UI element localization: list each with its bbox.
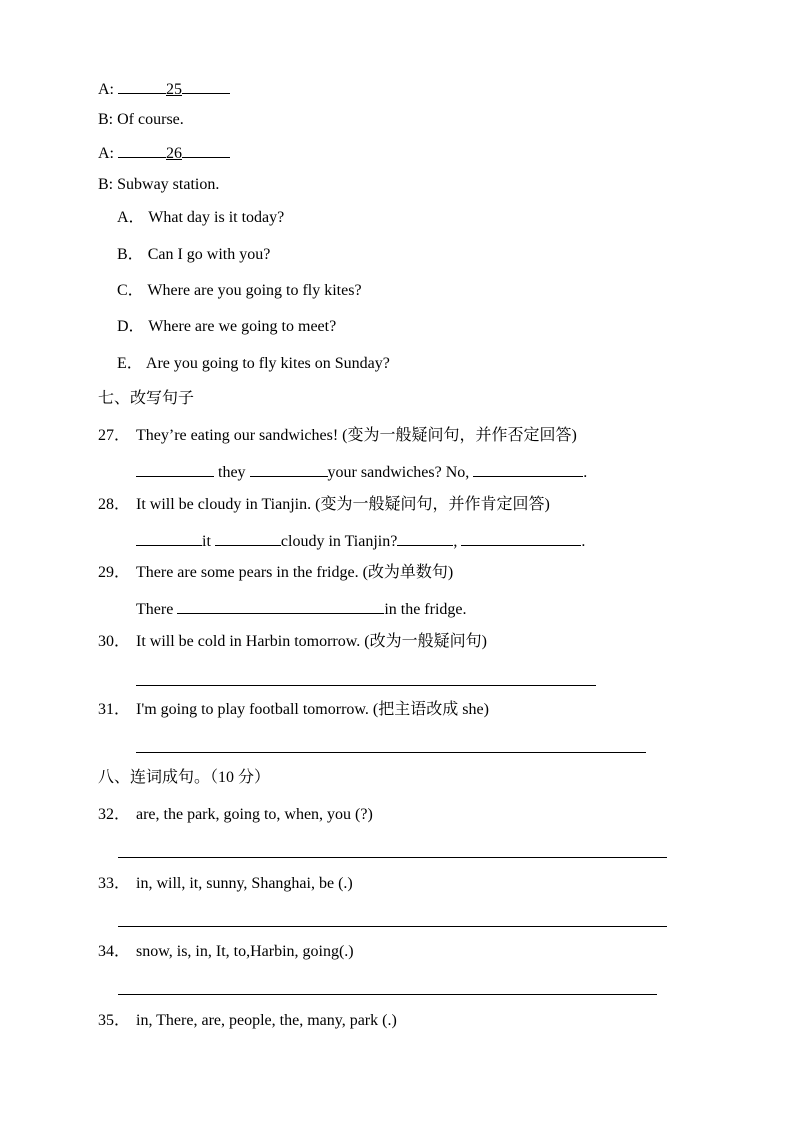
option-letter: A．	[117, 209, 145, 226]
question-text: in, will, it, sunny, Shanghai, be (.)	[136, 875, 353, 892]
question-32	[98, 805, 373, 825]
speaker-a: A:	[98, 81, 114, 98]
option-b	[117, 245, 270, 265]
question-text: It will be cold in Harbin tomorrow. (改为一般疑问句)	[136, 633, 487, 650]
dialogue-text: Subway station.	[117, 176, 220, 193]
answer-punct: .	[581, 533, 586, 550]
question-31	[98, 700, 489, 720]
question-text: snow, is, in, It, to,Harbin, going(.)	[136, 943, 354, 960]
question-text: It will be cloudy in Tianjin. (变为一般疑问句，并作肯定回答)	[136, 496, 550, 513]
question-35	[98, 1011, 397, 1031]
blank-29-1[interactable]	[177, 598, 384, 614]
question-text: They’re eating our sandwiches! (变为一般疑问句，并作否定回答)	[136, 427, 577, 444]
answer-word: they	[218, 464, 246, 481]
question-28	[98, 495, 550, 515]
answer-line-33[interactable]	[118, 926, 667, 927]
section-8-title: 八、连词成句。（10 分）	[98, 769, 271, 786]
answer-line-31[interactable]	[136, 752, 646, 753]
answer-line-29	[136, 598, 467, 620]
option-a	[117, 208, 284, 228]
blank-26-num[interactable]: 26	[166, 145, 182, 162]
dialogue-line-b2	[98, 175, 219, 195]
question-text: in, There, are, people, the, many, park (.)	[136, 1012, 397, 1029]
option-text: Are you going to fly kites on Sunday?	[145, 355, 390, 372]
answer-word: it	[202, 533, 211, 550]
blank-28-4[interactable]	[461, 530, 581, 546]
option-c	[117, 281, 362, 301]
speaker-a: A:	[98, 145, 114, 162]
answer-word: your sandwiches? No,	[327, 464, 470, 481]
question-33	[98, 874, 353, 894]
question-number: 29．	[98, 564, 131, 581]
answer-line-27	[136, 461, 587, 483]
dialogue-line-b1	[98, 110, 184, 130]
answer-word: in the fridge.	[384, 601, 467, 618]
blank-25-num[interactable]: 25	[166, 81, 182, 98]
dialogue-text: Of course.	[117, 111, 184, 128]
option-e	[117, 354, 390, 374]
answer-punct: ,	[453, 533, 458, 550]
question-number: 34．	[98, 943, 131, 960]
question-text: There are some pears in the fridge. (改为单数句)	[136, 564, 454, 581]
blank-27-1[interactable]	[136, 461, 214, 477]
question-text: I'm going to play football tomorrow. (把主语改成 she)	[136, 701, 489, 718]
answer-line-30[interactable]	[136, 685, 596, 686]
answer-word: cloudy in Tianjin?	[280, 533, 398, 550]
option-letter: C．	[117, 282, 144, 299]
option-text: What day is it today?	[148, 209, 285, 226]
answer-line-34[interactable]	[118, 994, 657, 995]
blank-25-left[interactable]	[118, 78, 166, 94]
question-number: 28．	[98, 496, 131, 513]
blank-27-3[interactable]	[473, 461, 583, 477]
blank-28-1[interactable]	[136, 530, 202, 546]
question-number: 33．	[98, 875, 131, 892]
dialogue-line-a26	[98, 142, 230, 164]
question-27	[98, 426, 577, 446]
question-29	[98, 563, 453, 583]
blank-26-right[interactable]	[182, 142, 230, 158]
answer-line-28	[136, 530, 585, 552]
question-30	[98, 632, 487, 652]
option-text: Where are you going to fly kites?	[147, 282, 362, 299]
question-number: 31．	[98, 701, 131, 718]
dialogue-line-a25	[98, 78, 230, 100]
option-letter: E．	[117, 355, 143, 372]
question-number: 32．	[98, 806, 131, 823]
question-number: 27．	[98, 427, 131, 444]
blank-26-left[interactable]	[118, 142, 166, 158]
option-text: Where are we going to meet?	[148, 318, 337, 335]
option-letter: D．	[117, 318, 145, 335]
section-7-title: 七、改写句子	[98, 390, 195, 407]
speaker-b: B:	[98, 176, 114, 193]
question-text: are, the park, going to, when, you (?)	[136, 806, 373, 823]
answer-punct: .	[583, 464, 588, 481]
question-number: 35．	[98, 1012, 131, 1029]
blank-27-2[interactable]	[250, 461, 328, 477]
answer-word: There	[136, 601, 174, 618]
blank-25-right[interactable]	[182, 78, 230, 94]
speaker-b: B:	[98, 111, 114, 128]
question-34	[98, 942, 354, 962]
option-text: Can I go with you?	[147, 246, 271, 263]
question-number: 30．	[98, 633, 131, 650]
blank-28-3[interactable]	[397, 530, 453, 546]
option-letter: B．	[117, 246, 144, 263]
blank-28-2[interactable]	[215, 530, 281, 546]
option-d	[117, 317, 336, 337]
answer-line-32[interactable]	[118, 857, 667, 858]
